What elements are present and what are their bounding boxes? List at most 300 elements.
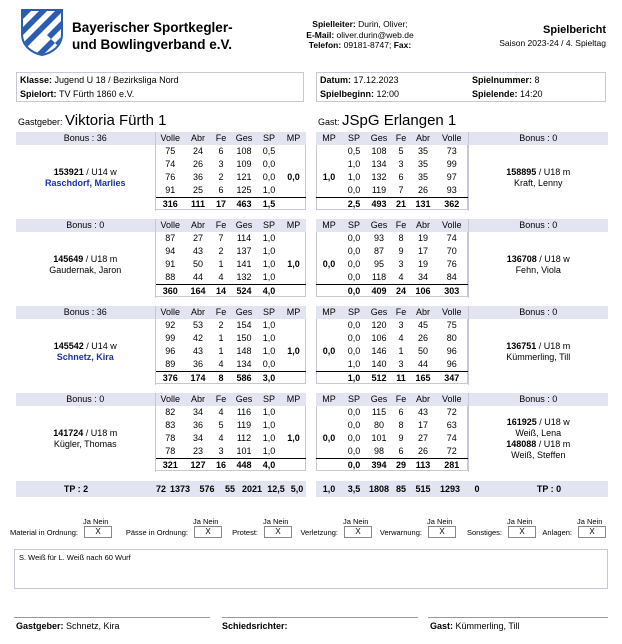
score-cell: 1,0 bbox=[262, 433, 276, 443]
home-mp-cell bbox=[281, 419, 306, 432]
score-cell: 360 bbox=[155, 285, 185, 299]
score-cell: 0,0 bbox=[342, 459, 366, 473]
check-box[interactable]: X bbox=[344, 526, 372, 538]
home-player-cell bbox=[16, 406, 155, 472]
player-id: 145649 bbox=[53, 254, 84, 264]
score-cell: 35 bbox=[417, 172, 428, 182]
score-cell: 78 bbox=[155, 432, 185, 445]
check-box[interactable]: X bbox=[428, 526, 456, 538]
score-cell: 106 bbox=[371, 333, 387, 343]
score-cell: 35 bbox=[417, 159, 428, 169]
guest-mp-cell: 1,0 bbox=[322, 172, 336, 182]
guest-player-cell bbox=[468, 232, 608, 298]
sig-home-label: Gastgeber: bbox=[16, 621, 64, 631]
home-player-cell bbox=[16, 319, 155, 385]
score-cell: 73 bbox=[446, 146, 457, 156]
home-volle-total: 1373 bbox=[169, 484, 191, 494]
home-mp-total: 5,0 bbox=[290, 484, 304, 494]
check-box[interactable]: X bbox=[84, 526, 112, 538]
signature-line-guest bbox=[428, 617, 608, 618]
guest-mp-cell bbox=[316, 271, 342, 285]
guest-col-header: MP bbox=[316, 393, 342, 406]
player-name: Weiß, Lena bbox=[515, 428, 562, 438]
ende-label: Spielende: bbox=[472, 89, 518, 99]
score-cell: 11 bbox=[392, 372, 410, 386]
score-cell: 4,0 bbox=[257, 459, 281, 473]
score-cell: 1,0 bbox=[262, 446, 276, 456]
guest-team-heading bbox=[318, 112, 456, 129]
score-cell: 1,0 bbox=[262, 333, 276, 343]
guest-mp-cell bbox=[316, 358, 342, 372]
nummer-label: Spielnummer: bbox=[472, 75, 533, 85]
player-category: / U14 w bbox=[83, 167, 117, 177]
score-cell: 17 bbox=[211, 198, 231, 212]
score-cell: 493 bbox=[366, 198, 392, 212]
home-team-name: Viktoria Fürth 1 bbox=[65, 112, 167, 129]
home-player bbox=[16, 428, 155, 450]
guest-player bbox=[469, 254, 609, 276]
score-cell: 512 bbox=[366, 372, 392, 386]
home-col-header: Ges bbox=[231, 219, 257, 232]
player-name: Kügler, Thomas bbox=[53, 439, 117, 449]
score-cell: 6 bbox=[398, 172, 404, 182]
home-team-label: Gastgeber: bbox=[18, 117, 63, 127]
player-name: Kümmerling, Till bbox=[506, 352, 571, 362]
home-col-header: Abr bbox=[185, 219, 211, 232]
guest-col-header: MP bbox=[316, 132, 342, 145]
org-line-2: und Bowlingverband e.V. bbox=[72, 37, 233, 52]
score-cell: 14 bbox=[211, 285, 231, 299]
score-cell: 137 bbox=[236, 246, 252, 256]
player-category: / U18 m bbox=[83, 254, 118, 264]
home-throw-row bbox=[16, 319, 306, 332]
score-cell: 72 bbox=[446, 446, 457, 456]
sig-guest-label: Gast: bbox=[430, 621, 454, 631]
home-bonus-total: 72 bbox=[155, 484, 166, 494]
home-mp-cell bbox=[281, 319, 306, 332]
score-cell: 463 bbox=[231, 198, 257, 212]
player-category: / U14 w bbox=[83, 341, 117, 351]
home-bonus: Bonus : 36 bbox=[16, 132, 155, 145]
home-throw-row bbox=[16, 145, 306, 158]
guest-sp-total: 3,5 bbox=[347, 484, 361, 494]
score-cell: 119 bbox=[371, 185, 387, 195]
score-cell: 17 bbox=[417, 420, 428, 430]
player-category: / U18 w bbox=[536, 417, 570, 427]
score-cell: 74 bbox=[446, 433, 457, 443]
phone-value: 09181-8747; bbox=[343, 40, 392, 50]
score-cell: 0,5 bbox=[347, 146, 361, 156]
home-bonus: Bonus : 36 bbox=[16, 306, 155, 319]
score-cell: 98 bbox=[373, 446, 384, 456]
player-id: 145542 bbox=[53, 341, 84, 351]
score-cell: 3 bbox=[398, 359, 404, 369]
home-bonus: Bonus : 0 bbox=[16, 393, 155, 406]
match-time-box bbox=[316, 72, 606, 102]
guest-player-block bbox=[316, 393, 608, 471]
score-cell: 0,0 bbox=[347, 433, 361, 443]
home-col-header: MP bbox=[281, 393, 306, 406]
report-title: Spielbericht bbox=[543, 24, 606, 36]
score-cell: 2 bbox=[218, 320, 224, 330]
phone-label: Telefon: bbox=[308, 40, 342, 50]
score-cell: 106 bbox=[410, 285, 436, 299]
guest-score-grid bbox=[316, 132, 608, 210]
guest-team-label: Gast: bbox=[318, 117, 340, 127]
score-cell: 376 bbox=[155, 372, 185, 386]
score-cell: 21 bbox=[392, 198, 410, 212]
score-cell: 26 bbox=[417, 446, 428, 456]
player-id: 136751 bbox=[506, 341, 537, 351]
home-fe-total: 55 bbox=[224, 484, 235, 494]
score-cell: 409 bbox=[366, 285, 392, 299]
score-cell: 80 bbox=[446, 333, 457, 343]
score-cell: 1 bbox=[218, 259, 224, 269]
home-mp-cell bbox=[281, 445, 306, 459]
home-throw-row bbox=[16, 406, 306, 419]
home-mp-cell bbox=[281, 358, 306, 372]
score-cell: 36 bbox=[192, 172, 203, 182]
score-cell: 4 bbox=[218, 433, 224, 443]
check-box[interactable]: X bbox=[508, 526, 536, 538]
beginn-value: 12:00 bbox=[376, 89, 400, 99]
score-cell: 43 bbox=[192, 246, 203, 256]
guest-col-header: Ges bbox=[366, 393, 392, 406]
guest-col-header: Abr bbox=[410, 393, 436, 406]
score-cell: 26 bbox=[417, 185, 428, 195]
score-cell: 19 bbox=[417, 233, 428, 243]
home-mp-cell: 1,0 bbox=[287, 433, 300, 443]
score-cell: 93 bbox=[446, 185, 457, 195]
score-cell: 118 bbox=[371, 272, 387, 282]
guest-col-header: MP bbox=[316, 306, 342, 319]
signature-line-referee bbox=[222, 617, 418, 618]
score-cell: 0,0 bbox=[347, 259, 361, 269]
home-col-header: Abr bbox=[185, 393, 211, 406]
score-cell: 36 bbox=[192, 359, 203, 369]
home-col-header: Volle bbox=[155, 132, 185, 145]
player-category: / U18 m bbox=[536, 167, 571, 177]
player-category: / U18 m bbox=[536, 439, 571, 449]
home-col-header: Abr bbox=[185, 132, 211, 145]
score-cell: 108 bbox=[236, 146, 252, 156]
report-heading bbox=[499, 24, 606, 48]
check-box[interactable]: X bbox=[264, 526, 292, 538]
player-name: Weiß, Steffen bbox=[511, 450, 566, 460]
home-col-header: MP bbox=[281, 132, 306, 145]
score-cell: 1,0 bbox=[262, 420, 276, 430]
guest-col-header: SP bbox=[342, 393, 366, 406]
match-class-box bbox=[16, 72, 304, 102]
score-cell: 140 bbox=[371, 359, 387, 369]
guest-col-header: Fe bbox=[392, 393, 410, 406]
score-cell: 23 bbox=[192, 446, 203, 456]
guest-bonus-total: 0 bbox=[474, 484, 480, 494]
score-cell: 3 bbox=[398, 159, 404, 169]
home-player-cell bbox=[16, 145, 155, 211]
score-cell: 16 bbox=[211, 459, 231, 473]
score-cell: 76 bbox=[446, 259, 457, 269]
score-cell: 8 bbox=[398, 420, 404, 430]
email-label: E-Mail: bbox=[306, 29, 335, 40]
score-cell: 6 bbox=[218, 146, 224, 156]
guest-bonus: Bonus : 0 bbox=[468, 219, 608, 232]
home-score-grid bbox=[16, 393, 306, 471]
score-cell: 2 bbox=[218, 246, 224, 256]
home-mp-cell bbox=[281, 184, 306, 198]
home-player bbox=[16, 341, 155, 363]
guest-score-grid bbox=[316, 219, 608, 297]
score-cell: 3 bbox=[218, 446, 224, 456]
ja-nein-header: Ja Nein bbox=[263, 517, 289, 526]
score-cell: 6 bbox=[398, 446, 404, 456]
score-cell: 89 bbox=[155, 358, 185, 372]
score-cell: 448 bbox=[231, 459, 257, 473]
score-cell: 8 bbox=[211, 372, 231, 386]
sig-guest-value: Kümmerling, Till bbox=[455, 621, 520, 631]
guest-player-block bbox=[316, 219, 608, 297]
score-cell: 25 bbox=[192, 185, 203, 195]
score-cell: 1,0 bbox=[347, 172, 361, 182]
home-mp-cell: 1,0 bbox=[287, 259, 300, 269]
score-cell: 1,0 bbox=[262, 185, 276, 195]
score-cell: 125 bbox=[236, 185, 252, 195]
check-label: Material in Ordnung: bbox=[10, 528, 78, 537]
home-mp-cell bbox=[281, 232, 306, 245]
score-cell: 0,0 bbox=[347, 420, 361, 430]
remarks-text: S. Weiß für L. Weiß nach 60 Wurf bbox=[19, 553, 131, 562]
guest-mp-cell bbox=[316, 406, 342, 419]
guest-tp: TP : 0 bbox=[536, 484, 562, 494]
guest-team-name: JSpG Erlangen 1 bbox=[342, 112, 457, 129]
organization-name bbox=[72, 19, 233, 53]
guest-volle-total: 1293 bbox=[439, 484, 461, 494]
score-cell: 1,0 bbox=[262, 246, 276, 256]
player-id: 161925 bbox=[506, 417, 537, 427]
check-label: Sonstiges: bbox=[466, 528, 502, 537]
home-mp-cell: 1,0 bbox=[287, 346, 300, 356]
score-cell: 150 bbox=[236, 333, 252, 343]
home-mp-cell bbox=[281, 332, 306, 345]
score-cell: 36 bbox=[192, 420, 203, 430]
score-cell: 0,0 bbox=[347, 272, 361, 282]
score-cell: 19 bbox=[417, 259, 428, 269]
home-col-header: SP bbox=[257, 219, 281, 232]
home-ges-total: 2021 bbox=[241, 484, 263, 494]
score-cell: 27 bbox=[192, 233, 203, 243]
home-mp-cell bbox=[281, 372, 306, 386]
guest-player-cell bbox=[468, 406, 608, 472]
score-cell: 6 bbox=[398, 407, 404, 417]
guest-mp-cell: 0,0 bbox=[322, 346, 336, 356]
guest-throw-row bbox=[316, 406, 608, 419]
guest-mp-cell bbox=[316, 158, 342, 171]
home-mp-cell bbox=[281, 271, 306, 285]
score-cell: 4 bbox=[398, 272, 404, 282]
score-cell: 115 bbox=[371, 407, 387, 417]
guest-player bbox=[469, 417, 609, 439]
home-abr-total: 576 bbox=[199, 484, 215, 494]
home-col-header: SP bbox=[257, 306, 281, 319]
player-id: 141724 bbox=[53, 428, 84, 438]
score-cell: 26 bbox=[417, 333, 428, 343]
player-category: / U18 w bbox=[536, 254, 570, 264]
leiter-label: Spielleiter: bbox=[312, 19, 356, 29]
home-score-grid bbox=[16, 132, 306, 210]
score-cell: 0,0 bbox=[262, 172, 276, 182]
score-cell: 4 bbox=[218, 359, 224, 369]
score-cell: 50 bbox=[417, 346, 428, 356]
home-mp-cell: 0,0 bbox=[287, 172, 300, 182]
home-col-header: Ges bbox=[231, 393, 257, 406]
guest-col-header: Volle bbox=[436, 393, 468, 406]
score-cell: 75 bbox=[446, 320, 457, 330]
guest-col-header: Abr bbox=[410, 306, 436, 319]
guest-col-header: Volle bbox=[436, 306, 468, 319]
score-cell: 4,0 bbox=[257, 285, 281, 299]
check-label: Verwarnung: bbox=[379, 528, 422, 537]
score-cell: 7 bbox=[398, 185, 404, 195]
guest-col-header: Ges bbox=[366, 306, 392, 319]
ja-nein-header: Ja Nein bbox=[427, 517, 453, 526]
score-cell: 4 bbox=[398, 333, 404, 343]
home-col-header: SP bbox=[257, 393, 281, 406]
player-id: 158895 bbox=[506, 167, 537, 177]
guest-mp-cell bbox=[316, 445, 342, 459]
guest-col-header: Fe bbox=[392, 306, 410, 319]
score-cell: 7 bbox=[218, 233, 224, 243]
score-cell: 8 bbox=[398, 233, 404, 243]
check-box[interactable]: X bbox=[194, 526, 222, 538]
home-score-grid bbox=[16, 219, 306, 297]
score-cell: 1,0 bbox=[342, 372, 366, 386]
home-col-header: Volle bbox=[155, 393, 185, 406]
home-totals-row bbox=[16, 481, 306, 497]
ja-nein-header: Ja Nein bbox=[343, 517, 369, 526]
home-col-header: Volle bbox=[155, 306, 185, 319]
score-cell: 316 bbox=[155, 198, 185, 212]
player-name: Gaudernak, Jaron bbox=[49, 265, 122, 275]
score-cell: 111 bbox=[185, 198, 211, 212]
score-cell: 1 bbox=[218, 346, 224, 356]
score-cell: 74 bbox=[155, 158, 185, 171]
guest-col-header: SP bbox=[342, 132, 366, 145]
home-player bbox=[16, 167, 155, 189]
score-cell: 43 bbox=[192, 346, 203, 356]
score-cell: 347 bbox=[436, 372, 468, 386]
score-cell: 83 bbox=[155, 419, 185, 432]
score-cell: 50 bbox=[192, 259, 203, 269]
score-cell: 1 bbox=[218, 333, 224, 343]
guest-col-header: Fe bbox=[392, 219, 410, 232]
guest-fe-total: 85 bbox=[395, 484, 406, 494]
score-cell: 524 bbox=[231, 285, 257, 299]
score-cell: 34 bbox=[417, 272, 428, 282]
score-cell: 146 bbox=[371, 346, 387, 356]
remarks-box bbox=[14, 549, 608, 589]
score-cell: 112 bbox=[236, 433, 252, 443]
check-box[interactable]: X bbox=[578, 526, 606, 538]
guest-mp-cell: 0,0 bbox=[322, 433, 336, 443]
score-cell: 394 bbox=[366, 459, 392, 473]
guest-mp-cell bbox=[316, 459, 342, 473]
score-cell: 113 bbox=[410, 459, 436, 473]
ja-nein-header: Ja Nein bbox=[193, 517, 219, 526]
score-cell: 53 bbox=[192, 320, 203, 330]
score-cell: 94 bbox=[155, 245, 185, 258]
guest-player-block bbox=[316, 132, 608, 210]
guest-mp-cell bbox=[316, 245, 342, 258]
score-cell: 34 bbox=[192, 433, 203, 443]
home-player-cell bbox=[16, 232, 155, 298]
check-label: Anlagen: bbox=[542, 528, 572, 537]
score-cell: 101 bbox=[371, 433, 387, 443]
score-cell: 0,0 bbox=[347, 346, 361, 356]
score-cell: 3 bbox=[218, 159, 224, 169]
home-sp-total: 12,5 bbox=[267, 484, 285, 494]
score-cell: 174 bbox=[185, 372, 211, 386]
home-throw-row bbox=[16, 232, 306, 245]
score-cell: 96 bbox=[155, 345, 185, 358]
score-cell: 1,0 bbox=[262, 272, 276, 282]
score-cell: 1,0 bbox=[262, 346, 276, 356]
score-cell: 44 bbox=[192, 272, 203, 282]
home-col-header: Abr bbox=[185, 306, 211, 319]
score-cell: 72 bbox=[446, 407, 457, 417]
score-cell: 3 bbox=[398, 320, 404, 330]
guest-mp-cell: 0,0 bbox=[322, 259, 336, 269]
home-player-block bbox=[16, 219, 306, 297]
score-cell: 9 bbox=[398, 433, 404, 443]
datum-label: Datum: bbox=[320, 75, 351, 85]
score-cell: 96 bbox=[446, 346, 457, 356]
score-cell: 1,0 bbox=[262, 233, 276, 243]
guest-col-header: SP bbox=[342, 306, 366, 319]
home-mp-cell bbox=[281, 198, 306, 212]
signature-guest bbox=[430, 621, 520, 631]
score-cell: 148 bbox=[236, 346, 252, 356]
score-cell: 1,5 bbox=[257, 198, 281, 212]
home-mp-cell bbox=[281, 406, 306, 419]
score-cell: 84 bbox=[446, 272, 457, 282]
score-cell: 119 bbox=[236, 420, 252, 430]
signature-home bbox=[16, 621, 120, 631]
klasse-label: Klasse: bbox=[20, 75, 53, 85]
score-cell: 3,0 bbox=[257, 372, 281, 386]
nummer-value: 8 bbox=[534, 75, 540, 85]
guest-bonus: Bonus : 0 bbox=[468, 132, 608, 145]
score-cell: 0,0 bbox=[342, 285, 366, 299]
score-cell: 63 bbox=[446, 420, 457, 430]
score-cell: 97 bbox=[446, 172, 457, 182]
klasse-value: Jugend U 18 / Bezirksliga Nord bbox=[54, 75, 179, 85]
guest-mp-cell bbox=[316, 372, 342, 386]
home-mp-cell bbox=[281, 285, 306, 299]
player-category: / U18 m bbox=[83, 428, 118, 438]
guest-score-grid bbox=[316, 393, 608, 471]
guest-ges-total: 1808 bbox=[368, 484, 390, 494]
score-cell: 80 bbox=[373, 420, 384, 430]
home-col-header: Ges bbox=[231, 306, 257, 319]
guest-bonus: Bonus : 0 bbox=[468, 306, 608, 319]
home-mp-cell bbox=[281, 245, 306, 258]
home-col-header: Fe bbox=[211, 132, 231, 145]
ja-nein-header: Ja Nein bbox=[507, 517, 533, 526]
score-cell: 1,0 bbox=[262, 320, 276, 330]
spielort-label: Spielort: bbox=[20, 89, 57, 99]
guest-throw-row bbox=[316, 232, 608, 245]
score-cell: 154 bbox=[236, 320, 252, 330]
